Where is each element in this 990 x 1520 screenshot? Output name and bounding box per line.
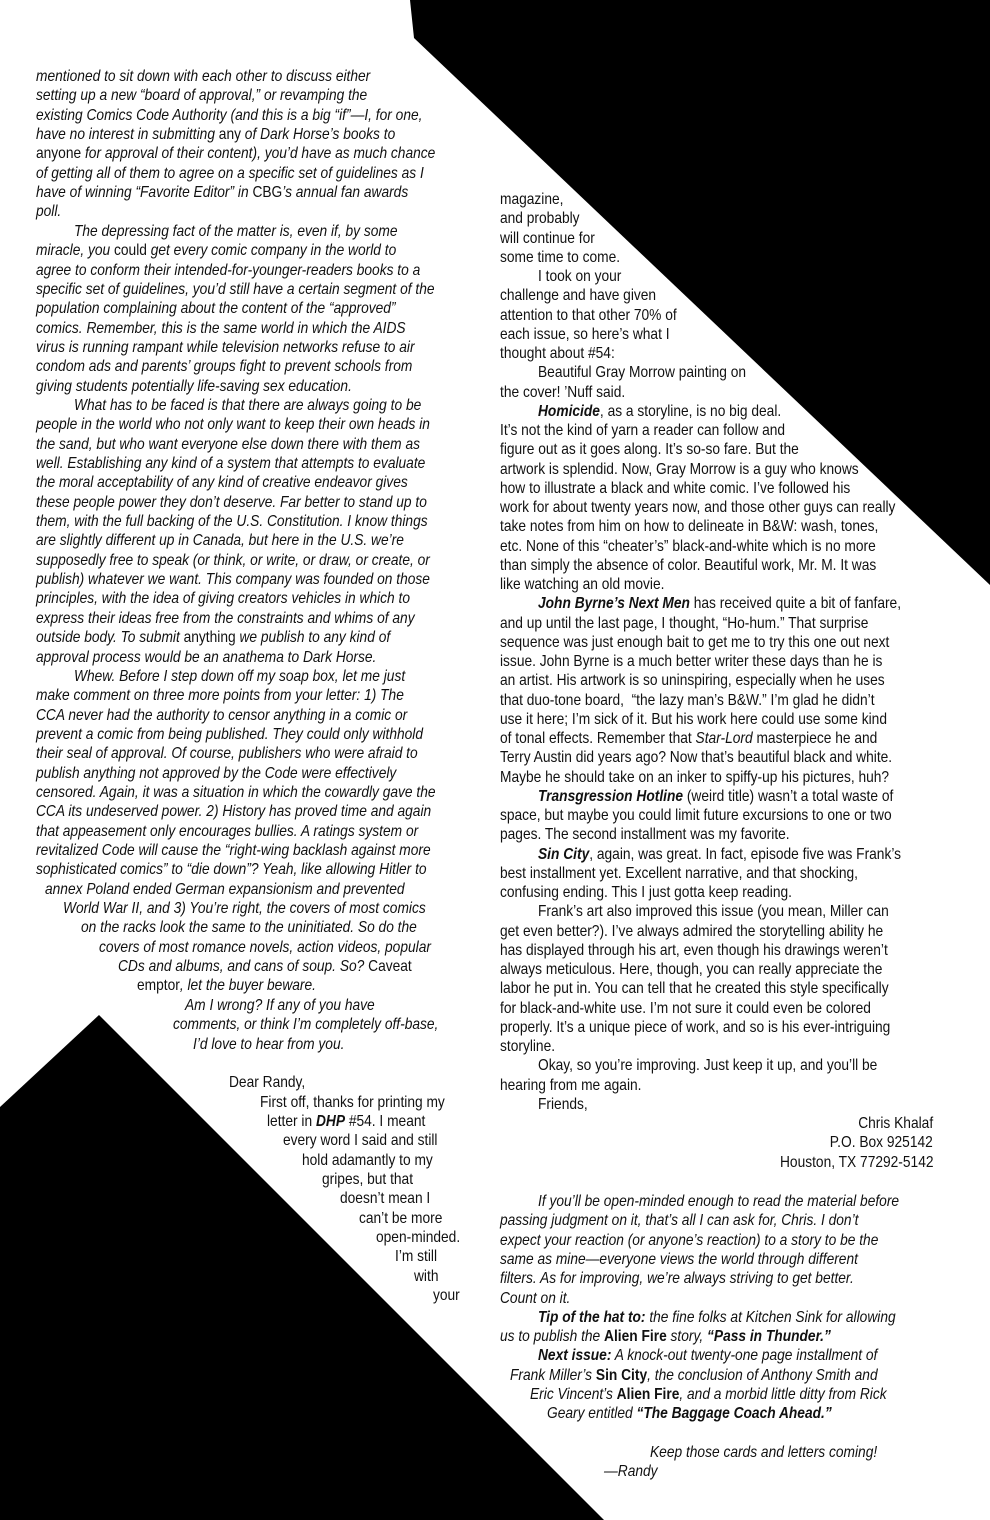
text-line: Am I wrong? If any of you have — [185, 996, 375, 1014]
text-line: —Randy — [604, 1463, 658, 1481]
text-line: well. Establishing any kind of a system that attempts to evaluate — [36, 455, 426, 472]
text-line: Chris Khalaf — [858, 1115, 933, 1132]
text-segment: anything — [183, 629, 236, 647]
text-line: filters. As for improving, we’re always striving to get better. — [500, 1270, 854, 1288]
text-line: of getting all of them to agree on a specific set of guidelines as I — [36, 164, 424, 182]
text-line — [36, 628, 390, 648]
text-line: poll. — [36, 203, 62, 221]
text-segment: we publish to any kind of — [235, 629, 391, 647]
text-line: CCA its undeserved power. 2) History has proved time and again — [36, 803, 432, 821]
text-line — [267, 1112, 425, 1132]
text-line: and up until the last page, I thought, “Ho-hum.” That surprise — [500, 614, 869, 632]
text-line — [510, 1366, 878, 1386]
text-segment: Geary entitled — [547, 1405, 637, 1423]
text-line: the sand, but who want everyone else down there with them as — [36, 435, 420, 453]
text-segment: #54. I meant — [345, 1112, 426, 1130]
text-line: I took on your — [538, 268, 622, 285]
emphasized-title: Homicide — [538, 402, 600, 420]
text-line: agree to conform their intended-for-younger-readers books to a — [36, 261, 421, 279]
text-line: CCA never had the authority to censor anything in a comic or — [36, 706, 408, 724]
text-line: the moral acceptability of any kind of creative endeavor gives — [36, 474, 408, 492]
text-line: I’d love to hear from you. — [193, 1035, 345, 1053]
text-line: confusing ending. This I just gotta keep reading. — [500, 884, 792, 901]
text-segment: has received quite a bit of fanfare, — [689, 595, 902, 613]
text-line: pages. The second installment was my favorite. — [500, 826, 790, 844]
text-line — [538, 402, 781, 422]
text-line: people in the world who not only want to keep their own heads in — [36, 416, 430, 434]
text-line: population complaining about the content of the “approved” — [36, 300, 396, 318]
emphasized-title: John Byrne’s Next Men — [538, 595, 690, 613]
text-segment: ’s annual fan awards — [282, 184, 409, 202]
text-line: that duo-tone board, “the lazy man’s B&W.” I’m glad he didn’t — [500, 691, 875, 709]
text-line — [538, 1308, 896, 1328]
text-line: specific set of guidelines, you’d still have a certain segment of the — [36, 280, 435, 298]
emphasized-title: Sin City — [595, 1366, 648, 1384]
text-line: doesn’t mean I — [340, 1190, 431, 1208]
text-line: attention to that other 70% of — [500, 306, 677, 324]
text-line: are slightly different up in Canada, but here in the U.S. we’re — [36, 532, 404, 550]
text-line: Frank’s art also improved this issue (you mean, Miller can — [538, 903, 889, 921]
text-line: principles, with the idea of giving creators vehicles in which to — [36, 590, 411, 608]
text-segment: have no interest in submitting — [36, 126, 219, 144]
text-line: best installment yet. Excellent narrative, and that shocking, — [500, 864, 858, 882]
text-line: each issue, so here’s what I — [500, 325, 670, 343]
text-segment: any — [218, 126, 241, 144]
text-segment: could — [114, 242, 147, 260]
text-line: mentioned to sit down with each other to discuss either — [36, 68, 371, 85]
text-line: the cover! ’Nuff said. — [500, 383, 626, 401]
text-line: labor he put in. You can tell that he created this style specifically — [500, 980, 889, 998]
text-line: existing Comics Code Authority (and this is a big “if”—I, for one, — [36, 106, 423, 124]
text-line: Houston, TX 77292-5142 — [779, 1153, 933, 1171]
emphasized-title: “The Baggage Coach Ahead.” — [636, 1405, 832, 1423]
text-line: Terry Austin did years ago? Now that’s beautiful black and white. — [500, 749, 893, 767]
text-line: challenge and have given — [500, 287, 657, 305]
text-line: an artist. His artwork is so uninspiring, especially when he uses — [500, 672, 885, 690]
text-line: properly. It’s a unique piece of work, and so is his ever-intriguing — [500, 1018, 891, 1036]
text-line: gripes, but that — [322, 1170, 414, 1188]
text-line — [500, 1327, 831, 1347]
text-segment: Frank Miller’s — [510, 1366, 596, 1384]
text-line: always meticulous. Here, though, you can really appreciate the — [500, 961, 883, 978]
text-segment: , again, was great. In fact, episode five was Frank’s — [589, 845, 902, 863]
text-line: with — [414, 1267, 439, 1285]
text-line: sophisticated comics” to “die down”? Yeah, like allowing Hitler to — [36, 861, 427, 879]
text-line: that appeasement only encourages bullies. A ratings system or — [36, 822, 419, 840]
text-line: for black-and-white use. I’m not sure it could even be colored — [500, 999, 871, 1017]
text-line: your — [433, 1287, 460, 1305]
text-line: than simply the absence of color. Beautiful work, Mr. M. It was — [500, 556, 877, 574]
text-line: same as mine—everyone views the world through different — [500, 1250, 858, 1268]
text-line: magazine, — [500, 191, 564, 208]
text-line — [547, 1404, 832, 1424]
text-line: Friends, — [538, 1095, 588, 1113]
text-line — [36, 183, 408, 203]
text-line: can’t be more — [359, 1209, 443, 1227]
text-line: setting up a new “board of approval,” or revamping the — [36, 87, 368, 105]
text-line — [538, 787, 893, 807]
text-line: publish) whatever we want. This company was founded on those — [36, 571, 430, 589]
text-line: etc. None of this “cheater’s” black-and-white which is no more — [500, 537, 876, 555]
text-segment: of tonal effects. Remember that — [500, 730, 696, 747]
text-line: take notes from him on how to delineate in B&W: wash, tones, — [500, 518, 879, 536]
text-line: use it here; I’m sick of it. But his work here could use some kind — [500, 710, 887, 728]
text-line — [538, 1346, 877, 1366]
text-line — [36, 125, 395, 145]
text-line: The depressing fact of the matter is, even if, by some — [74, 222, 398, 240]
text-line: their seal of approval. Of course, publishers who were afraid to — [36, 745, 418, 763]
emphasized-title: Next issue: — [538, 1347, 612, 1365]
text-line: make comment on three more points from your letter: 1) The — [36, 687, 404, 705]
text-segment: Eric Vincent’s — [530, 1386, 617, 1403]
text-segment: miracle, you — [36, 242, 115, 260]
text-line — [118, 957, 412, 977]
text-line: Dear Randy, — [229, 1074, 306, 1092]
text-line: approval process would be an anathema to Dark Horse. — [36, 648, 377, 666]
text-line: First off, thanks for printing my — [260, 1093, 445, 1111]
text-segment: , as a storyline, is no big deal. — [599, 402, 782, 420]
text-line: expect your reaction (or anyone’s reaction) to a story to be the — [500, 1231, 879, 1249]
text-line: open-minded. — [376, 1229, 461, 1246]
text-segment: story, — [666, 1328, 708, 1346]
text-line: space, but maybe you could limit future excursions to one or two — [500, 807, 892, 824]
text-line: how to illustrate a black and white comic. I’ve followed his — [500, 479, 851, 497]
text-line — [36, 241, 396, 261]
text-line: thought about #54: — [500, 345, 615, 362]
text-line: virus is running rampant while television networks refuse to air — [36, 338, 415, 356]
text-line: these people power they don’t deserve. Far better to stand up to — [36, 493, 427, 511]
text-line: I’m still — [395, 1248, 438, 1266]
text-line: publish anything not approved by the Code were effectively — [36, 764, 397, 782]
text-line: storyline. — [500, 1038, 556, 1055]
text-line — [538, 845, 901, 865]
text-line: condom ads and parents’ groups fight to prevent schools from — [36, 358, 413, 376]
text-line: comments, or think I’m completely off-base, — [173, 1016, 439, 1034]
text-line: Count on it. — [500, 1289, 571, 1307]
text-segment: of Dark Horse’s books to — [240, 126, 396, 144]
text-segment: Star-Lord — [695, 730, 753, 747]
text-line: and probably — [500, 210, 580, 228]
emphasized-title: Alien Fire — [616, 1386, 680, 1403]
text-line: comics. Remember, this is the same world in which the AIDS — [36, 319, 406, 337]
text-segment: letter in — [267, 1112, 316, 1130]
text-segment: Caveat — [368, 958, 412, 976]
text-line: has displayed through his art, even though his drawings weren’t — [500, 941, 888, 959]
text-segment: , the conclusion of Anthony Smith and — [647, 1366, 878, 1384]
text-line: covers of most romance novels, action videos, popular — [99, 938, 431, 956]
text-line: some time to come. — [500, 248, 621, 266]
text-line — [500, 729, 877, 749]
text-segment: get every comic company in the world to — [146, 242, 397, 260]
text-line: What has to be faced is that there are always going to be — [74, 396, 422, 414]
text-line: prevent a comic from being published. They could only withhold — [36, 725, 424, 743]
emphasized-title: Transgression Hotline — [538, 787, 684, 805]
text-line: Okay, so you’re improving. Just keep it up, and you’ll be — [538, 1057, 878, 1075]
text-segment: us to publish the — [500, 1328, 605, 1346]
text-line: If you’ll be open-minded enough to read the material before — [538, 1193, 900, 1210]
text-line: express their ideas free from the constraints and whims of any — [36, 609, 415, 627]
text-line: on the racks look the same to the uninitiated. So do the — [81, 919, 417, 937]
text-line: issue. John Byrne is a much better writer these days than he is — [500, 653, 883, 670]
emphasized-title: Tip of the hat to: — [538, 1308, 646, 1326]
text-line: passing judgment on it, that’s all I can ask for, Chris. I don’t — [500, 1212, 859, 1230]
emphasized-title: Alien Fire — [604, 1328, 667, 1346]
emphasized-title: Sin City — [538, 845, 590, 863]
text-line: them, with the full backing of the U.S. Constitution. I know things — [36, 513, 428, 531]
text-segment: anyone — [36, 145, 82, 163]
text-line: figure out as it goes along. It’s so-so fare. But the — [500, 441, 799, 459]
text-line: supposedly free to speak (or think, or write, or draw, or create, or — [36, 551, 430, 569]
text-line — [538, 594, 901, 614]
emphasized-title: “Pass in Thunder.” — [707, 1328, 831, 1346]
text-line: hearing from me again. — [500, 1076, 642, 1094]
text-line: hold adamantly to my — [302, 1151, 433, 1169]
text-segment: (weird title) wasn’t a total waste of — [683, 787, 894, 805]
text-line: work for about twenty years now, and those other guys can really — [500, 499, 896, 516]
text-line: get even better?). I’ve always admired the storytelling ability he — [500, 922, 884, 940]
text-line: It’s not the kind of yarn a reader can follow and — [500, 422, 786, 439]
text-line — [137, 976, 316, 996]
text-line: every word I said and still — [283, 1132, 438, 1150]
text-segment: masterpiece he and — [752, 730, 878, 747]
text-line: like watching an old movie. — [500, 576, 665, 593]
text-line: giving students potentially life-saving sex education. — [36, 377, 352, 395]
text-line: censored. Again, it was a situation in which the cowardly gave the — [36, 783, 436, 801]
text-segment: the fine folks at Kitchen Sink for allowing — [645, 1308, 896, 1326]
text-line: revitalized Code will cause the “right-wing backlash against more — [36, 842, 431, 859]
text-segment: have of winning “Favorite Editor” in — [36, 184, 253, 202]
text-segment: emptor — [137, 977, 180, 995]
text-segment: , and a morbid little ditty from Rick — [679, 1386, 887, 1403]
text-line: sequence was just enough bait to get me to try this one out next — [500, 633, 890, 651]
text-segment: for approval of their content), you’d have as much chance — [81, 145, 436, 163]
emphasized-title: DHP — [315, 1112, 346, 1130]
text-line — [530, 1385, 887, 1405]
text-line — [36, 144, 435, 164]
text-line: artwork is splendid. Now, Gray Morrow is a guy who knows — [500, 460, 859, 478]
text-segment: A knock-out twenty-one page installment of — [611, 1347, 878, 1365]
text-segment: CBG — [252, 184, 283, 202]
text-line: Beautiful Gray Morrow painting on — [538, 364, 747, 382]
text-line: Keep those cards and letters coming! — [650, 1443, 878, 1461]
text-segment: , let the buyer beware. — [179, 977, 316, 995]
text-line: will continue for — [500, 229, 595, 247]
text-segment: outside body. To submit — [36, 629, 184, 647]
text-line: P.O. Box 925142 — [829, 1134, 933, 1152]
text-line: annex Poland ended German expansionism and prevented — [45, 880, 405, 898]
text-line: World War II, and 3) You’re right, the covers of most comics — [63, 900, 426, 918]
text-segment: CDs and albums, and cans of soup. So? — [118, 958, 369, 976]
text-line: Maybe he should take on an inker to spiffy-up his pictures, huh? — [500, 768, 890, 786]
text-line: Whew. Before I step down off my soap box, let me just — [74, 667, 406, 685]
